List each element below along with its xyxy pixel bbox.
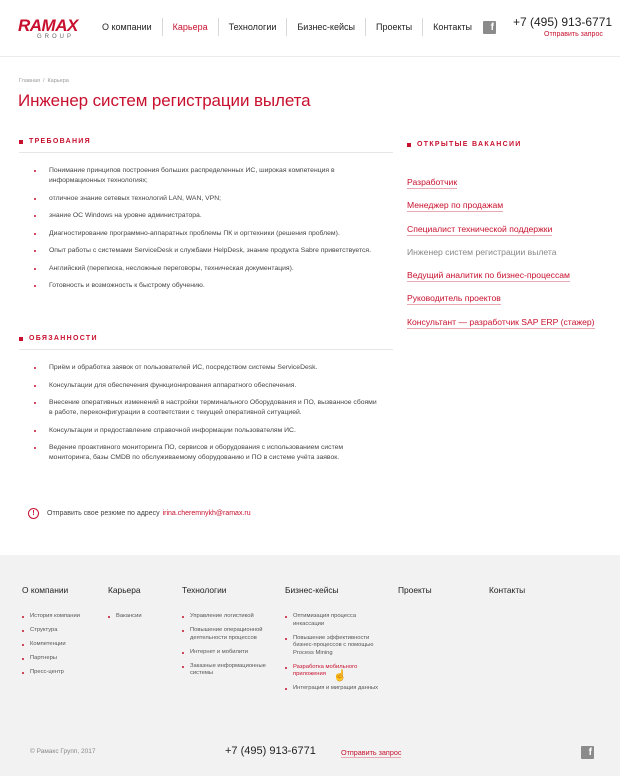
page-title: Инженер систем регистрации вылета: [18, 91, 311, 110]
footer-link[interactable]: Структура: [22, 627, 80, 635]
footer-col-title[interactable]: Проекты: [398, 585, 432, 595]
footer-request-link[interactable]: Отправить запрос: [341, 748, 402, 757]
footer-col-about: [22, 585, 80, 683]
footer-links: [108, 613, 142, 621]
footer-links: [22, 613, 80, 677]
header-phone[interactable]: +7 (495) 913-6771: [513, 15, 613, 29]
info-icon: !: [28, 508, 39, 519]
nav-item-contacts[interactable]: Контакты: [422, 18, 482, 36]
footer-link[interactable]: История компании: [22, 613, 80, 621]
logo-main-text: RAMAX: [18, 16, 78, 35]
vacancy-item: [407, 242, 595, 265]
footer-link[interactable]: Интернет и мобилити: [182, 649, 277, 657]
ramax-logo[interactable]: [18, 18, 82, 41]
requirement-item: знание ОС Windows на уровне администратора.: [34, 211, 379, 221]
footer-col-technologies: [182, 585, 277, 684]
requirement-item: Английский (переписка, несложные переговоры, техническая документация).: [34, 264, 379, 274]
breadcrumb: [19, 78, 69, 84]
requirements-heading-text: ТРЕБОВАНИЯ: [29, 138, 91, 145]
site-footer: [0, 555, 620, 776]
footer-link[interactable]: Управление логистикой: [182, 613, 277, 621]
footer-col-career: [108, 585, 142, 627]
footer-link[interactable]: Повышение операционной деятельности процессов: [182, 627, 277, 642]
footer-col-contacts: [489, 585, 525, 613]
footer-col-title[interactable]: Карьера: [108, 585, 141, 595]
nav-item-career[interactable]: Карьера: [162, 18, 218, 36]
requirements-divider: [19, 152, 393, 153]
requirement-item: отличное знание сетевых технологий LAN, WAN, VPN;: [34, 194, 379, 204]
footer-col-title[interactable]: Технологии: [182, 585, 227, 595]
heading-marker-icon: [19, 140, 23, 144]
requirement-item: Диагностирование программно-аппаратных проблемы ПК и оргтехники (решения проблем).: [34, 229, 379, 239]
vacancy-item: [407, 265, 595, 288]
vacancy-item: [407, 288, 595, 311]
footer-link[interactable]: Повышение эффективности бизнес-процессов с помощью Process Mining: [285, 635, 385, 658]
footer-link[interactable]: Партнеры: [22, 655, 80, 663]
vacancy-link[interactable]: Руководитель проектов: [407, 293, 501, 304]
nav-item-business-cases[interactable]: Бизнес-кейсы: [286, 18, 365, 36]
duty-item: Консультации для обеспечения функционирования аппаратного обеспечения.: [34, 381, 379, 391]
duties-divider: [19, 349, 393, 350]
duties-heading-text: ОБЯЗАННОСТИ: [29, 335, 98, 342]
requirement-item: Понимание принципов построения больших распределенных ИС, широкая компетенция в информационных технологиях;: [34, 166, 379, 186]
heading-marker-icon: [19, 337, 23, 341]
footer-col-title[interactable]: Бизнес-кейсы: [285, 585, 339, 595]
footer-link[interactable]: Интеграция и миграция данных: [285, 685, 385, 693]
footer-links: [182, 613, 277, 678]
duties-list: [34, 363, 379, 471]
vacancy-current: Инженер систем регистрации вылета: [407, 246, 557, 257]
copyright: © Рамакс Групп, 2017: [30, 748, 96, 755]
duty-item: Консультации и предоставление справочной информации пользователям ИС.: [34, 426, 379, 436]
header-request-link[interactable]: Отправить запрос: [544, 31, 603, 38]
footer-phone[interactable]: +7 (495) 913-6771: [225, 745, 316, 757]
vacancies-list: [407, 172, 595, 335]
site-header: [0, 0, 620, 57]
logo-sub-text: GROUP: [36, 34, 74, 40]
footer-link[interactable]: Пресс-центр: [22, 669, 80, 677]
heading-marker-icon: [407, 143, 411, 147]
duties-heading: [19, 335, 98, 342]
vacancy-link[interactable]: Разработчик: [407, 177, 458, 187]
footer-col-title[interactable]: О компании: [22, 585, 69, 595]
footer-col-title[interactable]: Контакты: [489, 585, 526, 595]
vacancy-link[interactable]: Менеджер по продажам: [407, 200, 504, 211]
vacancy-item: [407, 312, 595, 335]
duty-item: Внесение оперативных изменений в настройки терминального Оборудования и ПО, вызванное сбоями в работе, переконфигурации в соответствии с текущей оперативной ситуацией.: [34, 398, 379, 418]
open-vacancies-heading-text: ОТКРЫТЫЕ ВАКАНСИИ: [417, 141, 522, 148]
footer-link[interactable]: Вакансии: [108, 613, 142, 621]
nav-item-projects[interactable]: Проекты: [365, 18, 422, 36]
footer-col-projects: [398, 585, 432, 613]
requirement-item: Готовность и возможность к быстрому обучению.: [34, 281, 379, 291]
breadcrumb-separator: /: [42, 78, 45, 84]
footer-link[interactable]: Компетенции: [22, 641, 80, 649]
facebook-icon[interactable]: f: [483, 21, 496, 34]
footer-link[interactable]: Оптимизация процесса инкассации: [285, 613, 385, 628]
vacancy-link[interactable]: Специалист технической поддержки: [407, 223, 553, 234]
footer-link[interactable]: Разработка мобильного приложения: [285, 664, 385, 679]
breadcrumb-home[interactable]: Главная: [19, 78, 40, 84]
duty-item: Ведение проактивного мониторинга ПО, сервисов и оборудования с использованием систем мониторинга, базы CMDB по обслуживаемому оборудованию и ПО в системе учёта заявок.: [34, 443, 379, 463]
resume-email-link[interactable]: irina.cheremnykh@ramax.ru: [162, 510, 251, 517]
vacancy-link[interactable]: Консультант — разработчик SAP ERP (стажер): [407, 316, 595, 327]
requirement-item: Опыт работы с системами ServiceDesk и службами HelpDesk, знание продукта Sabre приветствуется.: [34, 246, 379, 256]
resume-note: [28, 508, 251, 519]
hand-cursor-icon: ☝: [333, 670, 347, 682]
footer-link[interactable]: Заказные информационные системы: [182, 663, 277, 678]
requirements-list: [34, 166, 379, 299]
resume-text: Отправить свое резюме по адресу: [47, 510, 160, 517]
duty-item: Приём и обработка заявок от пользователей ИС, посредством системы ServiceDesk.: [34, 363, 379, 373]
facebook-icon[interactable]: f: [581, 746, 594, 759]
vacancy-item: [407, 172, 595, 195]
main-nav: [94, 18, 482, 36]
breadcrumb-current: Карьера: [47, 78, 69, 84]
vacancy-link[interactable]: Ведущий аналитик по бизнес-процессам: [407, 270, 570, 281]
open-vacancies-heading: [407, 141, 522, 148]
nav-item-about[interactable]: О компании: [102, 22, 152, 32]
requirements-heading: [19, 138, 91, 145]
vacancy-item: [407, 219, 595, 242]
nav-item-technologies[interactable]: Технологии: [218, 18, 287, 36]
vacancy-item: [407, 195, 595, 218]
